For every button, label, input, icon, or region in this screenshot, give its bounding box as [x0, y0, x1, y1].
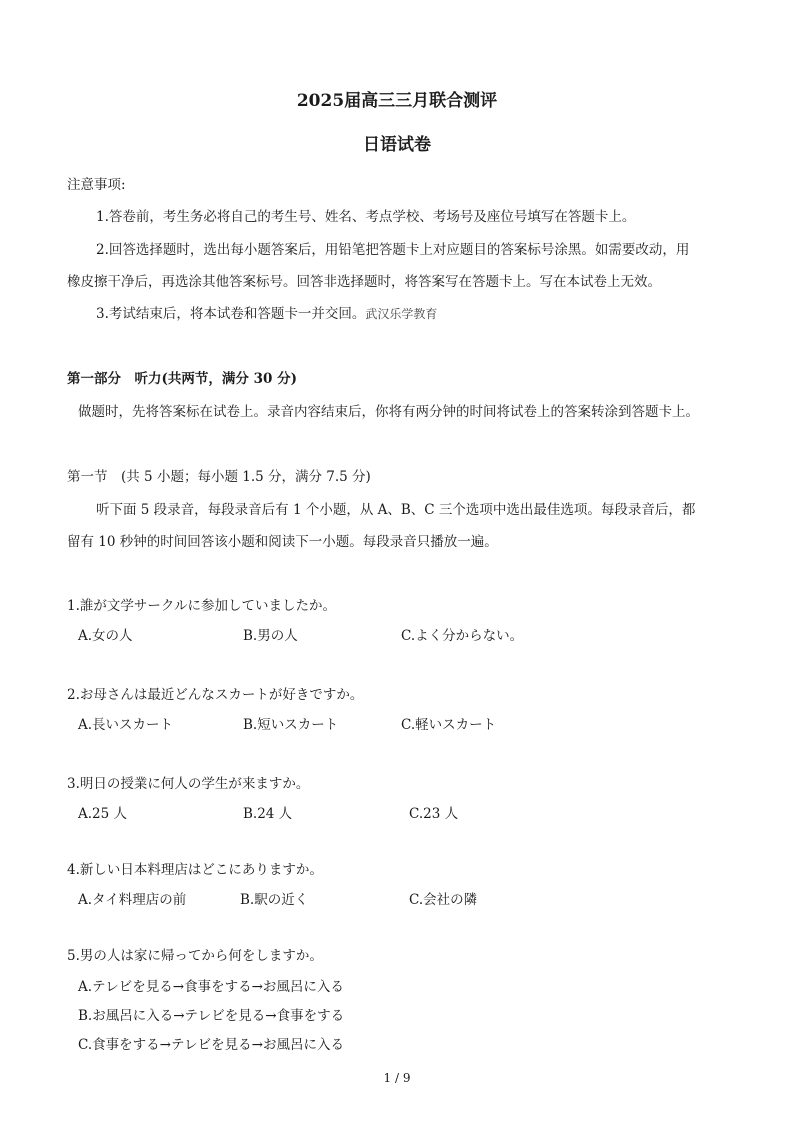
question-2-option-c: C.軽いスカート	[401, 717, 497, 733]
notice-item-1: 1.答卷前，考生务必将自己的考生号、姓名、考点学校、考场号及座位号填写在答题卡上。	[96, 209, 636, 225]
notice-item-3-text: 3.考试结束后，将本试卷和答题卡一并交回。	[96, 306, 366, 322]
question-5-option-b: B.お風呂に入る→テレビを見る→食事をする	[78, 1008, 345, 1024]
question-5-stem: 5.男の人は家に帰ってから何をしますか。	[67, 948, 323, 964]
section-1-heading: 第一节 (共 5 小题；每小题 1.5 分，满分 7.5 分)	[67, 469, 371, 485]
question-1-stem: 1.誰が文学サークルに参加していましたか。	[67, 598, 336, 614]
notice-heading: 注意事项:	[67, 177, 126, 193]
notice-item-3	[96, 302, 437, 322]
question-3-option-a: A.25 人	[78, 806, 128, 822]
question-2-option-b: B.短いスカート	[243, 717, 339, 733]
question-2-option-a: A.長いスカート	[78, 717, 174, 733]
question-1-option-b: B.男の人	[243, 628, 298, 644]
question-1-option-a: A.女の人	[78, 628, 133, 644]
question-4-option-a: A.タイ料理店の前	[78, 892, 187, 908]
question-5-option-a: A.テレビを見る→食事をする→お風呂に入る	[78, 979, 344, 995]
question-2-stem: 2.お母さんは最近どんなスカートが好きですか。	[67, 687, 364, 703]
page-number: 1 / 9	[383, 1071, 411, 1085]
question-5-option-c: C.食事をする→テレビを見る→お風呂に入る	[78, 1037, 344, 1053]
section-1-instruction-line-2: 留有 10 秒钟的时间回答该小题和阅读下一小题。每段录音只播放一遍。	[67, 534, 498, 550]
question-3-stem: 3.明日の授業に何人の学生が来ますか。	[67, 776, 310, 792]
question-3-option-c: C.23 人	[409, 806, 459, 822]
part-1-heading: 第一部分 听力(共两节，满分 30 分)	[67, 371, 297, 387]
source-stamp: 武汉乐学教育	[365, 307, 438, 321]
notice-item-2-line-1: 2.回答选择题时，选出每小题答案后，用铅笔把答题卡上对应题目的答案标号涂黑。如需要改动，用	[96, 242, 690, 258]
exam-subject: 日语试卷	[363, 135, 431, 155]
exam-title: 2025届高三三月联合测评	[296, 91, 498, 111]
question-4-option-c: C.会社の隣	[409, 892, 478, 908]
question-3-option-b: B.24 人	[243, 806, 293, 822]
question-1-option-c: C.よく分からない。	[401, 628, 524, 644]
notice-item-2-line-2: 橡皮擦干净后，再选涂其他答案标号。回答非选择题时，将答案写在答题卡上。写在本试卷上无效。	[67, 274, 661, 290]
question-4-option-b: B.駅の近く	[240, 892, 309, 908]
question-4-stem: 4.新しい日本料理店はどこにありますか。	[67, 862, 323, 878]
section-1-instruction-line-1: 听下面 5 段录音，每段录音后有 1 个小题，从 A、B、C 三个选项中选出最佳选项。每段录音后，都	[96, 502, 696, 518]
part-1-instruction: 做题时，先将答案标在试卷上。录音内容结束后，你将有两分钟的时间将试卷上的答案转涂到答题卡上。	[78, 404, 699, 420]
